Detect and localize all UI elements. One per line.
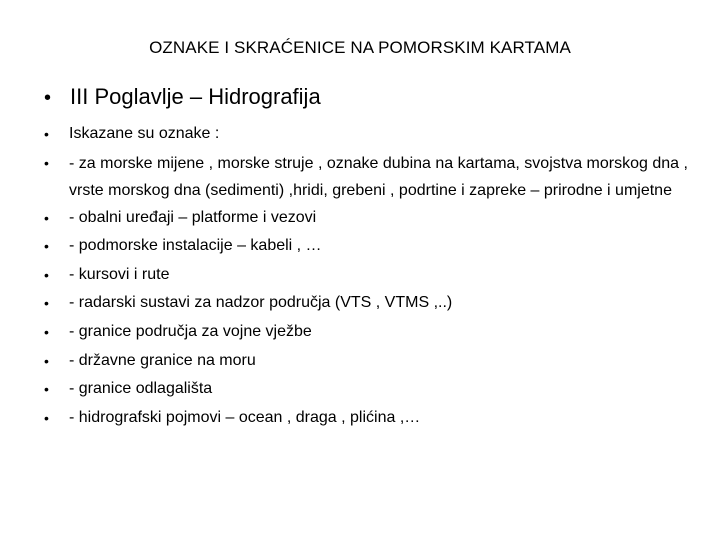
bullet-icon: •: [44, 352, 49, 369]
list-item: [44, 404, 694, 433]
list-item: [44, 261, 694, 290]
list-item-text: - radarski sustavi za nadzor područja (VTS , VTMS ,..): [69, 294, 453, 312]
list-item-text: - hidrografski pojmovi – ocean , draga , plićina ,…: [69, 408, 421, 426]
list-item-text: - obalni uređaji – platforme i vezovi: [69, 208, 317, 226]
list-item-text: - granice područja za vojne vježbe: [69, 322, 312, 340]
section-heading-text: III Poglavlje – Hidrografija: [70, 84, 321, 109]
bullet-icon: •: [44, 209, 49, 226]
list-item: [44, 375, 694, 404]
list-item-text: - državne granice na moru: [69, 351, 256, 369]
list-item-text: - za morske mijene , morske struje , oznake dubina na kartama, svojstva morskog dna , vrste morskog dna (sedimenti) ,hridi, grebeni , podrtine i zapreke – prirodne i umjetne: [69, 154, 688, 199]
list-item-text: - granice odlagališta: [69, 380, 213, 398]
bullet-icon: •: [44, 154, 49, 171]
bullet-icon: •: [44, 126, 49, 142]
list-item-text: Iskazane su oznake :: [69, 125, 220, 142]
list-item-text: - podmorske instalacije – kabeli , …: [69, 237, 322, 255]
list-item: [44, 149, 694, 204]
list-item: [44, 120, 694, 149]
list-item: [44, 232, 694, 261]
list-item-text: - kursovi i rute: [69, 265, 170, 283]
content-list: [44, 120, 694, 432]
list-item: [44, 318, 694, 347]
list-item: [44, 289, 694, 318]
list-item: [44, 204, 694, 233]
section-heading: [44, 84, 321, 110]
slide-title: OZNAKE I SKRAĆENICE NA POMORSKIM KARTAMA: [149, 38, 571, 57]
bullet-icon: •: [44, 295, 49, 312]
bullet-icon: •: [44, 266, 49, 283]
bullet-icon: •: [44, 409, 49, 426]
bullet-icon: •: [44, 87, 52, 109]
list-item: [44, 347, 694, 376]
bullet-icon: •: [44, 323, 49, 340]
bullet-icon: •: [44, 238, 49, 255]
bullet-icon: •: [44, 381, 49, 398]
